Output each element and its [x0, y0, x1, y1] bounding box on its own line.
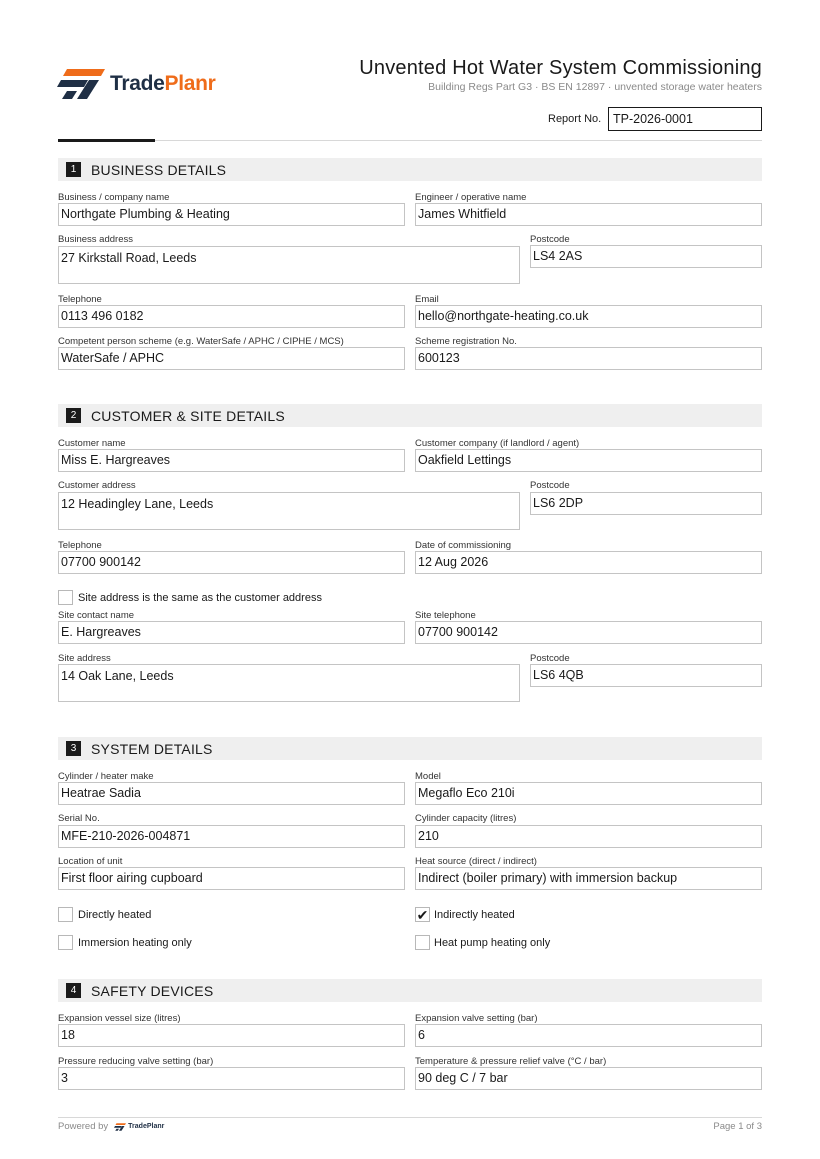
section-header-business: [58, 158, 762, 181]
immersion-only-label: Immersion heating only: [78, 937, 192, 949]
footer-divider: [58, 1117, 762, 1118]
expansion-vessel-field[interactable]: 18: [58, 1024, 405, 1047]
unit-location-field[interactable]: First floor airing cupboard: [58, 867, 405, 890]
expansion-vessel-label: Expansion vessel size (litres): [58, 1013, 181, 1024]
expansion-valve-label: Expansion valve setting (bar): [415, 1013, 538, 1024]
section-title: CUSTOMER & SITE DETAILS: [91, 407, 285, 424]
footer-logo-text: TradePlanr: [128, 1123, 165, 1130]
logo-mark-icon: [114, 1123, 126, 1131]
immersion-only-checkbox[interactable]: [58, 935, 73, 950]
business-postcode-field[interactable]: LS4 2AS: [530, 245, 762, 268]
directly-heated-label: Directly heated: [78, 909, 152, 921]
site-postcode-field[interactable]: LS6 4QB: [530, 664, 762, 687]
customer-company-label: Customer company (if landlord / agent): [415, 438, 580, 449]
cylinder-capacity-label: Cylinder capacity (litres): [415, 813, 517, 824]
customer-postcode-field[interactable]: LS6 2DP: [530, 492, 762, 515]
heat-source-field[interactable]: Indirect (boiler primary) with immersion backup: [415, 867, 762, 890]
section-header-customer: [58, 404, 762, 427]
prv-setting-field[interactable]: 3: [58, 1067, 405, 1090]
engineer-name-field[interactable]: James Whitfield: [415, 203, 762, 226]
customer-postcode-label: Postcode: [530, 480, 570, 491]
customer-address-field[interactable]: 12 Headingley Lane, Leeds: [58, 492, 520, 530]
indirectly-heated-label: Indirectly heated: [434, 909, 515, 921]
business-telephone-field[interactable]: 0113 496 0182: [58, 305, 405, 328]
site-address-field[interactable]: 14 Oak Lane, Leeds: [58, 664, 520, 702]
page-subtitle: Building Regs Part G3 · BS EN 12897 · unvented storage water heaters: [428, 81, 762, 93]
business-name-label: Business / company name: [58, 192, 170, 203]
section-header-safety: [58, 979, 762, 1002]
customer-telephone-label: Telephone: [58, 540, 102, 551]
cylinder-make-label: Cylinder / heater make: [58, 771, 154, 782]
serial-number-label: Serial No.: [58, 813, 100, 824]
commissioning-date-field[interactable]: 12 Aug 2026: [415, 551, 762, 574]
business-email-label: Email: [415, 294, 439, 305]
section-number: 4: [66, 983, 81, 998]
header-accent-rule: [58, 139, 155, 142]
section-header-system: [58, 737, 762, 760]
site-telephone-label: Site telephone: [415, 610, 476, 621]
model-label: Model: [415, 771, 441, 782]
section-title: SYSTEM DETAILS: [91, 740, 213, 757]
cylinder-capacity-field[interactable]: 210: [415, 825, 762, 848]
customer-name-field[interactable]: Miss E. Hargreaves: [58, 449, 405, 472]
powered-by-label: Powered by: [58, 1121, 109, 1132]
heat-pump-only-checkbox[interactable]: [415, 935, 430, 950]
page-number: Page 1 of 3: [713, 1121, 762, 1132]
cylinder-make-field[interactable]: Heatrae Sadia: [58, 782, 405, 805]
tpr-valve-label: Temperature & pressure relief valve (°C / bar): [415, 1056, 607, 1067]
customer-name-label: Customer name: [58, 438, 126, 449]
logo-mark-icon: [57, 69, 105, 99]
engineer-name-label: Engineer / operative name: [415, 192, 527, 203]
heat-pump-only-label: Heat pump heating only: [434, 937, 551, 949]
section-title: BUSINESS DETAILS: [91, 161, 227, 178]
same-address-checkbox[interactable]: [58, 590, 73, 605]
customer-telephone-field[interactable]: 07700 900142: [58, 551, 405, 574]
tpr-valve-field[interactable]: 90 deg C / 7 bar: [415, 1067, 762, 1090]
directly-heated-checkbox[interactable]: [58, 907, 73, 922]
model-field[interactable]: Megaflo Eco 210i: [415, 782, 762, 805]
footer-logo: [114, 1123, 164, 1131]
tradeplanr-logo: [57, 68, 216, 100]
site-contact-label: Site contact name: [58, 610, 135, 621]
same-address-label: Site address is the same as the customer address: [78, 592, 322, 604]
powered-by: [58, 1121, 164, 1132]
competent-scheme-field[interactable]: WaterSafe / APHC: [58, 347, 405, 370]
section-number: 3: [66, 741, 81, 756]
serial-number-field[interactable]: MFE-210-2026-004871: [58, 825, 405, 848]
logo-text: TradePlanr: [110, 72, 216, 95]
report-number-field[interactable]: TP-2026-0001: [608, 107, 762, 131]
page-title: Unvented Hot Water System Commissioning: [359, 57, 762, 79]
business-address-label: Business address: [58, 234, 133, 245]
scheme-registration-field[interactable]: 600123: [415, 347, 762, 370]
business-email-field[interactable]: hello@northgate-heating.co.uk: [415, 305, 762, 328]
heat-source-label: Heat source (direct / indirect): [415, 856, 537, 867]
header-divider: [155, 140, 762, 141]
site-postcode-label: Postcode: [530, 653, 570, 664]
expansion-valve-field[interactable]: 6: [415, 1024, 762, 1047]
site-address-label: Site address: [58, 653, 111, 664]
report-number-label: Report No.: [548, 113, 602, 125]
section-title: SAFETY DEVICES: [91, 982, 214, 999]
scheme-registration-label: Scheme registration No.: [415, 336, 517, 347]
business-postcode-label: Postcode: [530, 234, 570, 245]
customer-company-field[interactable]: Oakfield Lettings: [415, 449, 762, 472]
commissioning-date-label: Date of commissioning: [415, 540, 512, 551]
unit-location-label: Location of unit: [58, 856, 123, 867]
customer-address-label: Customer address: [58, 480, 136, 491]
competent-scheme-label: Competent person scheme (e.g. WaterSafe / APHC / CIPHE / MCS): [58, 336, 344, 347]
section-number: 2: [66, 408, 81, 423]
business-telephone-label: Telephone: [58, 294, 102, 305]
business-address-field[interactable]: 27 Kirkstall Road, Leeds: [58, 246, 520, 284]
site-contact-field[interactable]: E. Hargreaves: [58, 621, 405, 644]
business-name-field[interactable]: Northgate Plumbing & Heating: [58, 203, 405, 226]
section-number: 1: [66, 162, 81, 177]
indirectly-heated-checkbox[interactable]: [415, 907, 430, 922]
site-telephone-field[interactable]: 07700 900142: [415, 621, 762, 644]
checkmark-icon: ✔: [416, 906, 429, 923]
prv-setting-label: Pressure reducing valve setting (bar): [58, 1056, 214, 1067]
